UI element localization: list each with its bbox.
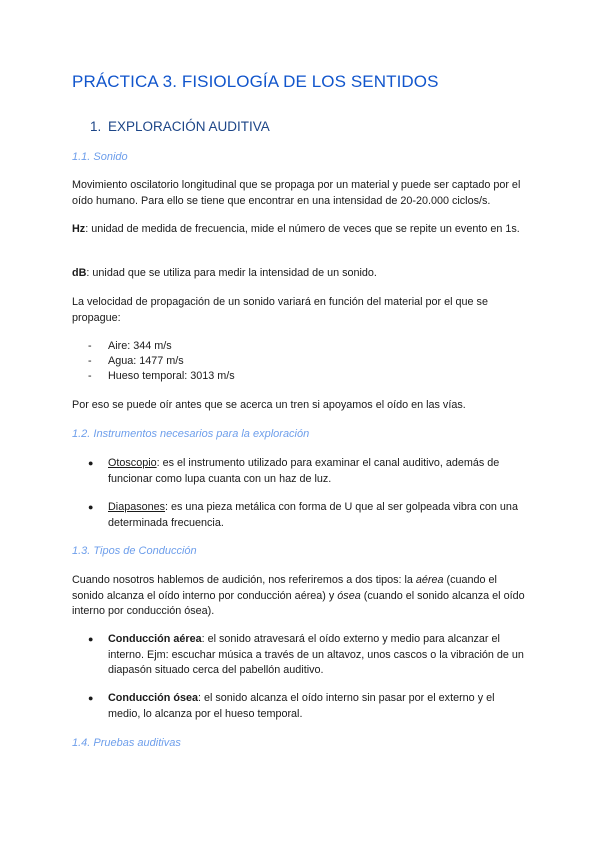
dash-marker: - [88,370,92,382]
term-aerea: aérea [415,574,444,586]
bullet-item-diapasones: ● Diapasones: es una pieza metálica con forma de U que al ser golpeada vibra con una determinada frecuencia. [88,501,518,529]
term-hz: Hz [72,223,86,235]
subheading-pruebas: 1.4. Pruebas auditivas [72,737,181,749]
paragraph-db [72,266,528,282]
section-heading-text: EXPLORACIÓN AUDITIVA [108,119,270,134]
paragraph-tren: Por eso se puede oír antes que se acerca un tren si apoyamos el oído en las vías. [72,399,466,411]
subheading-sonido: 1.1. Sonido [72,151,128,163]
list-item: - Aire: 344 m/s [88,339,172,355]
paragraph-velocidad: La velocidad de propagación de un sonido variará en función del material por el que se propague: [72,296,488,324]
bullet-item-conduccion-aerea: ● Conducción aérea: el sonido atravesará el oído externo y medio para alcanzar el interno. Ejm: escuchar música a través de un altavoz, unos cascos o la vibración de un diapasón situado cerca del pabellón auditivo. [88,633,524,676]
bullet-icon: ● [88,634,94,644]
paragraph-conduccion-intro: Cuando nosotros hablemos de audición, nos referiremos a dos tipos: la aérea (cuando el sonido alcanza el oído interno por conducción aérea) y ósea (cuando el sonido alcanza el oído interno por conducción ósea). [72,574,525,617]
bullet-item-otoscopio: ● Otoscopio: es el instrumento utilizado para examinar el canal auditivo, además de funcionar como lupa cuanta con un haz de luz. [88,457,500,485]
subheading-instrumentos: 1.2. Instrumentos necesarios para la exploración [72,428,310,440]
section-number: 1. [90,119,102,134]
term-osea: ósea [337,589,361,602]
term-diapasones: Diapasones [108,501,166,513]
bullet-icon: ● [88,502,94,512]
paragraph-sonido-definition: Movimiento oscilatorio longitudinal que se propaga por un material y puede ser captado por el oído humano. Para ello se tiene que encontrar en una intensidad de 20-20.000 ciclos/s. [72,179,521,207]
list-item: - Hueso temporal: 3013 m/s [88,369,235,385]
bullet-icon: ● [88,458,94,468]
definition-db: : unidad que se utiliza para medir la intensidad de un sonido. [86,267,377,279]
dash-marker: - [88,355,92,367]
term-db: dB [72,267,87,279]
subheading-conduccion: 1.3. Tipos de Conducción [72,545,197,557]
term-conduccion-aerea: Conducción aérea [108,633,202,645]
page-title: PRÁCTICA 3. FISIOLOGÍA DE LOS SENTIDOS [72,72,439,91]
bullet-item-conduccion-osea: ● Conducción ósea: el sonido alcanza el oído interno sin pasar por el externo y el medio, lo alcanza por el hueso temporal. [88,692,495,720]
bullet-icon: ● [88,693,94,703]
list-item: - Agua: 1477 m/s [88,354,184,370]
paragraph-hz [72,222,528,238]
definition-hz: : unidad de medida de frecuencia, mide el número de veces que se repite un evento en 1s. [85,223,520,235]
term-conduccion-osea: Conducción ósea [108,692,198,704]
section-heading-exploracion [90,119,270,134]
dash-marker: - [88,340,92,352]
term-otoscopio: Otoscopio [108,457,157,469]
